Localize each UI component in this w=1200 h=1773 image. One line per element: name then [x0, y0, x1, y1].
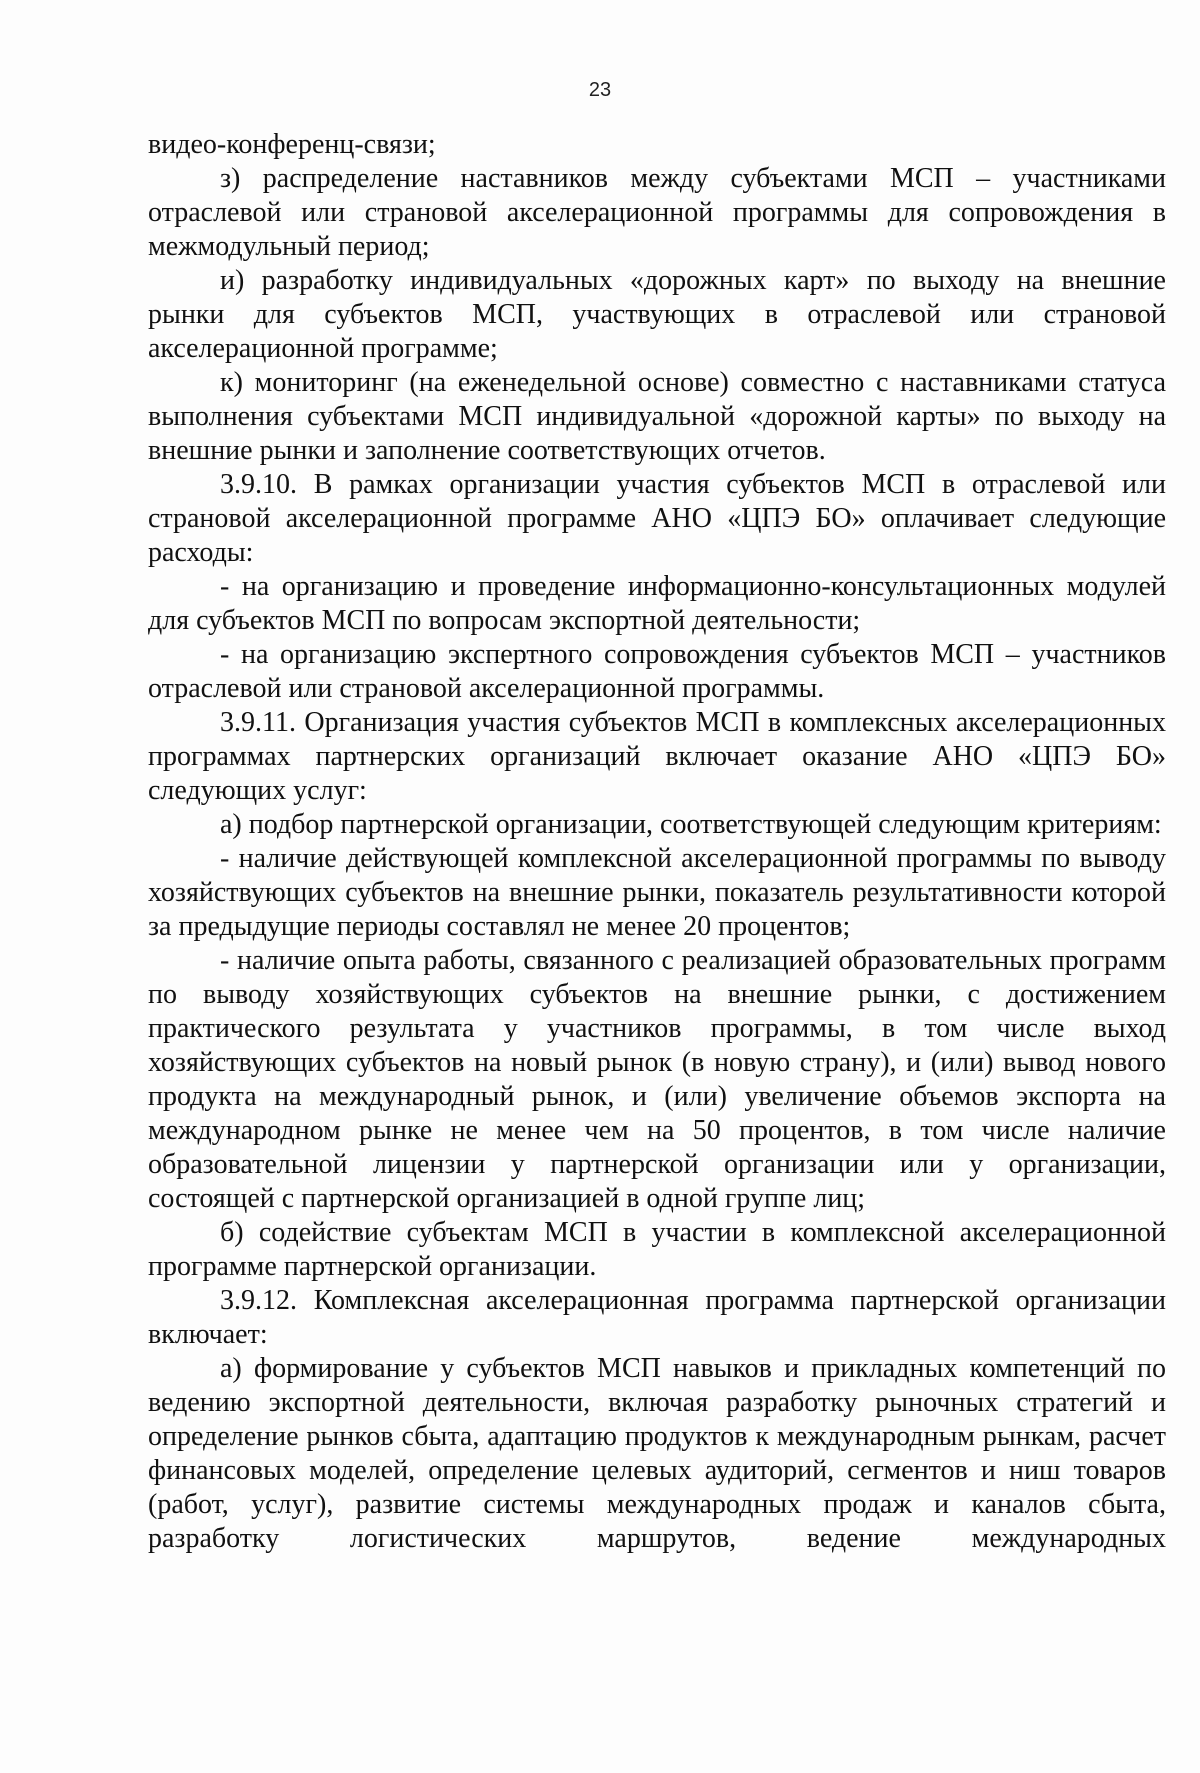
paragraph-6: - на организацию и проведение информационно-консультационных модулей для субъектов МСП по вопросам экспортной деятельности; [148, 571, 1166, 636]
paragraph-8: 3.9.11. Организация участия субъектов МСП в комплексных акселерационных программах партнерских организаций включает оказание АНО «ЦПЭ БО» следующих услуг: [148, 707, 1166, 806]
paragraph-7: - на организацию экспертного сопровождения субъектов МСП – участников отраслевой или страновой акселерационной программы. [148, 639, 1166, 704]
paragraph-10: - наличие действующей комплексной акселерационной программы по выводу хозяйствующих субъектов на внешние рынки, показатель результативности которой за предыдущие периоды составлял не менее 20 процентов; [148, 843, 1166, 942]
paragraph-11: - наличие опыта работы, связанного с реализацией образовательных программ по выводу хозяйствующих субъектов на внешние рынки, с достижением практического результата у участников программы, в том числе выход хозяйствующих субъектов на новый рынок (в новую страну), и (или) вывод нового продукта на международный рынок, и (или) увеличение объемов экспорта на международном рынке не менее чем на 50 процентов, в том числе наличие образовательной лицензии у партнерской организации или у организации, состоящей с партнерской организацией в одной группе лиц; [148, 945, 1166, 1214]
paragraph-12: б) содействие субъектам МСП в участии в комплексной акселерационной программе партнерской организации. [148, 1217, 1166, 1282]
paragraph-1: видео-конференц-связи; [148, 129, 436, 160]
paragraph-5: 3.9.10. В рамках организации участия субъектов МСП в отраслевой или страновой акселерационной программе АНО «ЦПЭ БО» оплачивает следующие расходы: [148, 469, 1166, 568]
page-number: 23 [588, 79, 612, 101]
document-body [148, 128, 1166, 1556]
paragraph-13: 3.9.12. Комплексная акселерационная программа партнерской организации включает: [148, 1285, 1166, 1350]
paragraph-2: з) распределение наставников между субъектами МСП – участниками отраслевой или страновой акселерационной программы для сопровождения в межмодульный период; [148, 163, 1166, 262]
paragraph-4: к) мониторинг (на еженедельной основе) совместно с наставниками статуса выполнения субъектами МСП индивидуальной «дорожной карты» по выходу на внешние рынки и заполнение соответствующих отчетов. [148, 367, 1166, 466]
paragraph-14: а) формирование у субъектов МСП навыков и прикладных компетенций по ведению экспортной деятельности, включая разработку рыночных стратегий и определение рынков сбыта, адаптацию продуктов к международным рынкам, расчет финансовых моделей, определение целевых аудиторий, сегментов и ниш товаров (работ, услуг), развитие системы международных продаж и каналов сбыта, разработку логистических маршрутов, ведение международных [148, 1353, 1166, 1554]
paragraph-3: и) разработку индивидуальных «дорожных карт» по выходу на внешние рынки для субъектов МСП, участвующих в отраслевой или страновой акселерационной программе; [148, 265, 1166, 364]
paragraph-9: а) подбор партнерской организации, соответствующей следующим критериям: [220, 809, 1162, 840]
